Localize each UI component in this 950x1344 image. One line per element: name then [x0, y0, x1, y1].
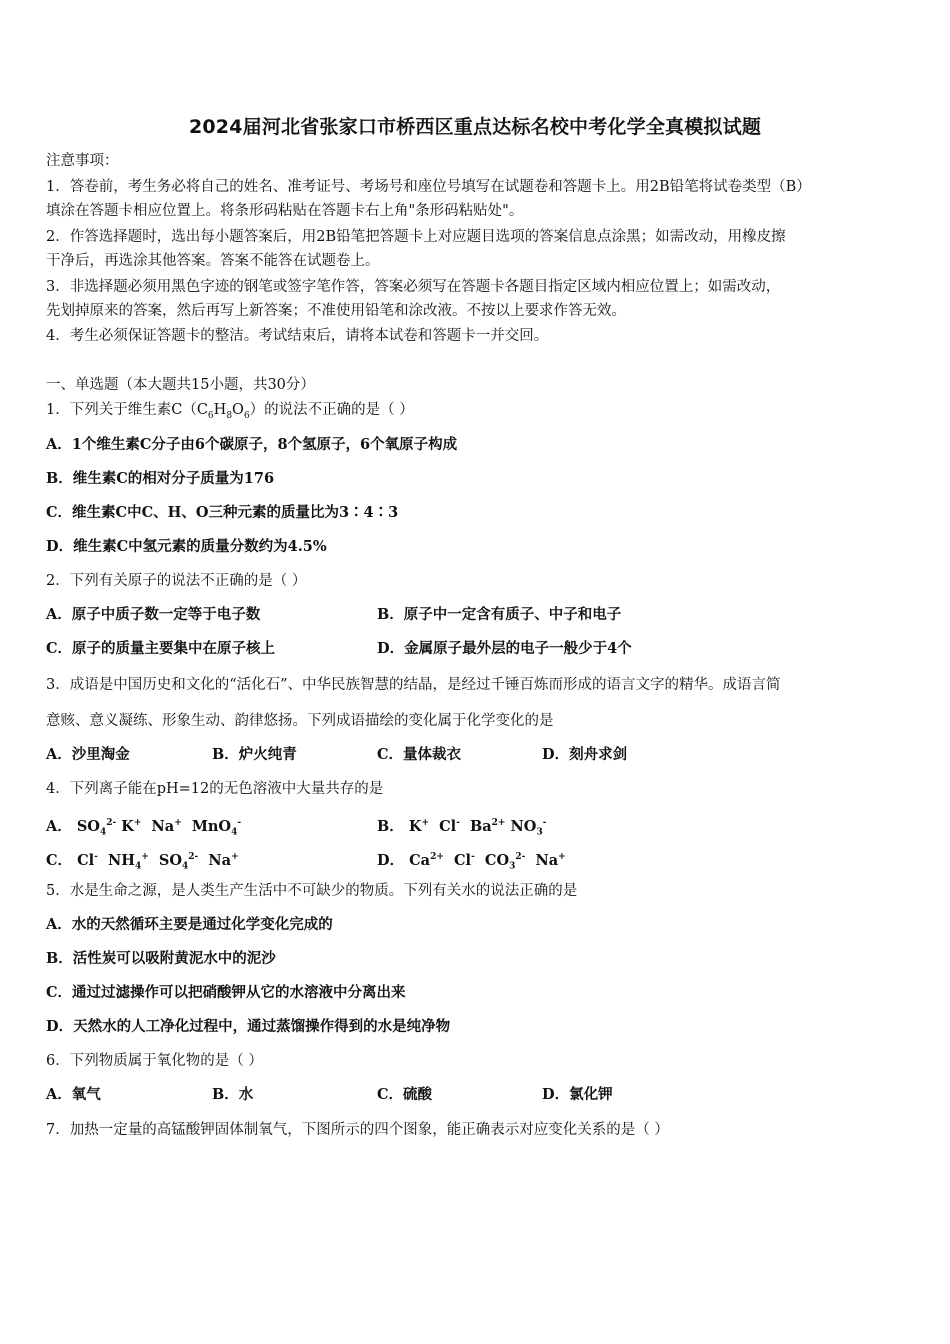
question-3-option-c: C．量体裁衣	[377, 746, 462, 763]
notice-heading: 注意事项：	[46, 153, 119, 169]
question-6-option-b: B．水	[212, 1086, 254, 1103]
question-4-option-d: D． $Ca^{2+}$ Cl- $CO_3^{2-}$ Na+	[377, 851, 566, 872]
question-5-option-d: D．天然水的人工净化过程中，通过蒸馏操作得到的水是纯净物	[46, 1018, 451, 1035]
question-3-option-a: A．沙里淘金	[46, 746, 130, 763]
question-3-option-b: B．炉火纯青	[212, 746, 297, 763]
question-1-option-c: C．维生素C中C、H、O三种元素的质量比为3∶4∶3	[46, 504, 399, 521]
question-6-option-d: D．氯化钾	[542, 1086, 613, 1103]
page-title: 2024届河北省张家口市桥西区重点达标名校中考化学全真模拟试题	[188, 116, 762, 138]
question-5-option-b: B．活性炭可以吸附黄泥水中的泥沙	[46, 950, 276, 967]
question-5-option-a: A．水的天然循环主要是通过化学变化完成的	[46, 916, 333, 933]
notice-line-7: 4．考生必须保证答题卡的整洁。考试结束后，请将本试卷和答题卡一并交回。	[46, 328, 549, 344]
question-2-option-c: C．原子的质量主要集中在原子核上	[46, 640, 276, 657]
notice-line-2: 填涂在答题卡相应位置上。将条形码粘贴在答题卡右上角"条形码粘贴处"。	[46, 203, 524, 219]
question-5-option-c: C．通过过滤操作可以把硝酸钾从它的水溶液中分离出来	[46, 984, 406, 1001]
question-1-option-d: D．维生素C中氢元素的质量分数约为4.5%	[46, 538, 327, 555]
question-3-option-d: D．刻舟求剑	[542, 746, 628, 763]
notice-line-1: 1．答卷前，考生务必将自己的姓名、准考证号、考场号和座位号填写在试题卷和答题卡上。用2B铅笔将试卷类型（B）	[46, 179, 811, 195]
question-6-stem: 6．下列物质属于氧化物的是（ ）	[46, 1053, 263, 1069]
notice-line-3: 2．作答选择题时，选出每小题答案后，用2B铅笔把答题卡上对应题目选项的答案信息点涂黑；如需改动，用橡皮擦	[46, 229, 786, 245]
question-4-option-a: A． $SO_4^{2-}$ K+ Na+ MnO$_4$-	[46, 817, 242, 838]
notice-line-5: 3．非选择题必须用黑色字迹的钢笔或签字笔作答，答案必须写在答题卡各题目指定区域内相应位置上；如需改动，	[46, 279, 781, 295]
question-5-stem: 5．水是生命之源，是人类生产生活中不可缺少的物质。下列有关水的说法正确的是	[46, 883, 578, 899]
notice-line-4: 干净后，再选涂其他答案。答案不能答在试题卷上。	[46, 253, 380, 269]
question-2-stem: 2．下列有关原子的说法不正确的是（ ）	[46, 573, 307, 589]
question-3-stem-line-2: 意赅、意义凝练、形象生动、韵律悠扬。下列成语描绘的变化属于化学变化的是	[46, 713, 554, 729]
question-2-option-a: A．原子中质子数一定等于电子数	[46, 606, 261, 623]
question-1-option-b: B．维生素C的相对分子质量为176	[46, 470, 275, 487]
question-4-stem: 4．下列离子能在pH=12的无色溶液中大量共存的是	[46, 781, 384, 797]
question-1-stem: 1．下列关于维生素$C(C_6H_8O_6)$的说法不正确的是（ ）	[46, 402, 414, 421]
question-4-option-c: C． Cl- $NH_4^+$ $SO_4^{2-}$ Na+	[46, 851, 239, 872]
question-2-option-d: D．金属原子最外层的电子一般少于4个	[377, 640, 632, 657]
section-heading: 一、单选题（本大题共15小题，共30分）	[46, 377, 315, 393]
question-3-stem-line-1: 3．成语是中国历史和文化的“活化石”、中华民族智慧的结晶，是经过千锤百炼而形成的语言文字的精华。成语言简	[46, 677, 781, 693]
question-1-option-a: A．1个维生素C分子由6个碳原子，8个氢原子，6个氧原子构成	[46, 436, 458, 453]
question-2-option-b: B．原子中一定含有质子、中子和电子	[377, 606, 622, 623]
question-7-stem: 7．加热一定量的高锰酸钾固体制氧气，下图所示的四个图象，能正确表示对应变化关系的是（ ）	[46, 1122, 669, 1138]
notice-line-6: 先划掉原来的答案，然后再写上新答案；不准使用铅笔和涂改液。不按以上要求作答无效。	[46, 303, 626, 319]
question-6-option-a: A．氧气	[46, 1086, 101, 1103]
question-6-option-c: C．硫酸	[377, 1086, 433, 1103]
question-4-option-b: B． K+ Cl- $Ba^{2+}$ $NO_3^-$	[377, 817, 547, 838]
